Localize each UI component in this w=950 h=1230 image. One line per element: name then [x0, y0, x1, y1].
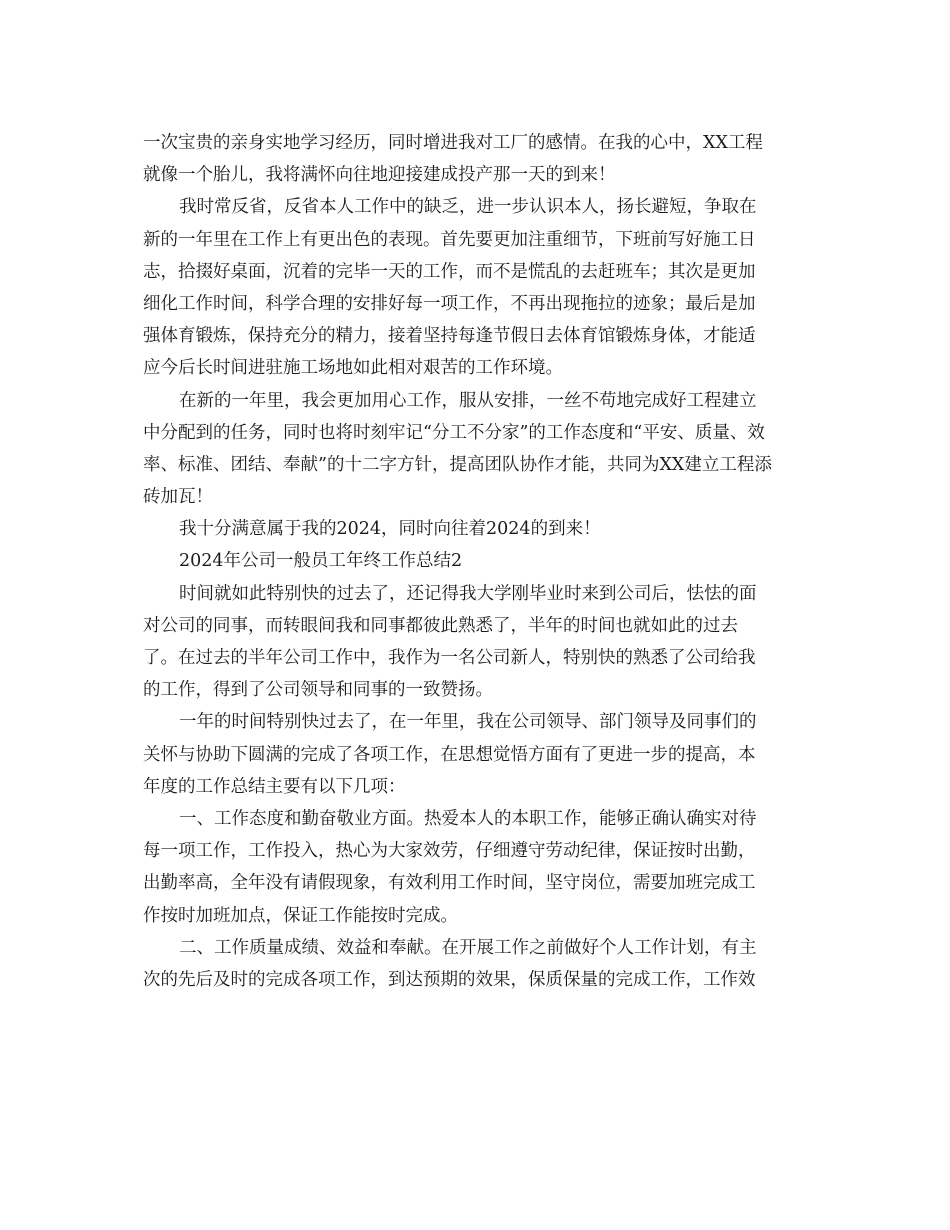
text-line: 志，拾掇好桌面，沉着的完毕一天的工作，而不是慌乱的去赶班车；其次是更加 — [143, 261, 756, 282]
text-line: 我十分满意属于我的2024，同时向往着2024的到来！ — [179, 519, 601, 540]
text-line: 对公司的同事，而转眼间我和同事都彼此熟悉了，半年的时间也就如此的过去 — [143, 615, 738, 636]
text-line: 中分配到的任务，同时也将时刻牢记“分工不分家”的工作态度和“平安、质量、效 — [143, 422, 765, 443]
text-line: 砖加瓦！ — [143, 487, 213, 508]
text-line: 一、工作态度和勤奋敬业方面。热爱本人的本职工作，能够正确认确实对待 — [179, 808, 757, 829]
text-line: 率、标准、团结、奉献”的十二字方针，提高团队协作才能，共同为XX建立工程添 — [143, 454, 772, 475]
text-line: 细化工作时间，科学合理的安排好每一项工作，不再出现拖拉的迹象；最后是加 — [143, 293, 756, 314]
text-line: 一年的时间特别快过去了，在一年里，我在公司领导、部门领导及同事们的 — [179, 712, 757, 733]
text-line: 关怀与协助下圆满的完成了各项工作，在思想觉悟方面有了更进一步的提高，本 — [143, 744, 756, 765]
text-line: 就像一个胎儿，我将满怀向往地迎接建成投产那一天的到来！ — [143, 165, 616, 186]
text-line: 二、工作质量成绩、效益和奉献。在开展工作之前做好个人工作计划，有主 — [179, 937, 757, 958]
text-line: 作按时加班加点，保证工作能按时完成。 — [143, 905, 458, 926]
text-line: 年度的工作总结主要有以下几项： — [143, 776, 406, 797]
text-line: 次的先后及时的完成各项工作，到达预期的效果，保质保量的完成工作，工作效 — [143, 969, 756, 990]
text-line: 2024年公司一般员工年终工作总结2 — [179, 551, 463, 572]
text-line: 出勤率高，全年没有请假现象，有效利用工作时间，坚守岗位，需要加班完成工 — [143, 873, 756, 894]
text-line: 每一项工作，工作投入，热心为大家效劳，仔细遵守劳动纪律，保证按时出勤， — [143, 841, 756, 862]
text-line: 在新的一年里，我会更加用心工作，服从安排，一丝不苟地完成好工程建立 — [179, 390, 757, 411]
text-line: 一次宝贵的亲身实地学习经历，同时增进我对工厂的感情。在我的心中，XX工程 — [143, 133, 763, 153]
text-line: 的工作，得到了公司领导和同事的一致赞扬。 — [143, 680, 493, 701]
text-line: 新的一年里在工作上有更出色的表现。首先要更加注重细节，下班前写好施工日 — [143, 229, 756, 250]
text-line: 时间就如此特别快的过去了，还记得我大学刚毕业时来到公司后，怯怯的面 — [179, 583, 757, 604]
text-line: 应今后长时间进驻施工场地如此相对艰苦的工作环境。 — [143, 358, 563, 379]
text-line: 强体育锻炼，保持充分的精力，接着坚持每逢节假日去体育馆锻炼身体，才能适 — [143, 326, 756, 347]
text-line: 我时常反省，反省本人工作中的缺乏，进一步认识本人，扬长避短，争取在 — [179, 197, 757, 218]
text-line: 了。在过去的半年公司工作中，我作为一名公司新人，特别快的熟悉了公司给我 — [143, 648, 756, 668]
document-body — [143, 127, 813, 996]
